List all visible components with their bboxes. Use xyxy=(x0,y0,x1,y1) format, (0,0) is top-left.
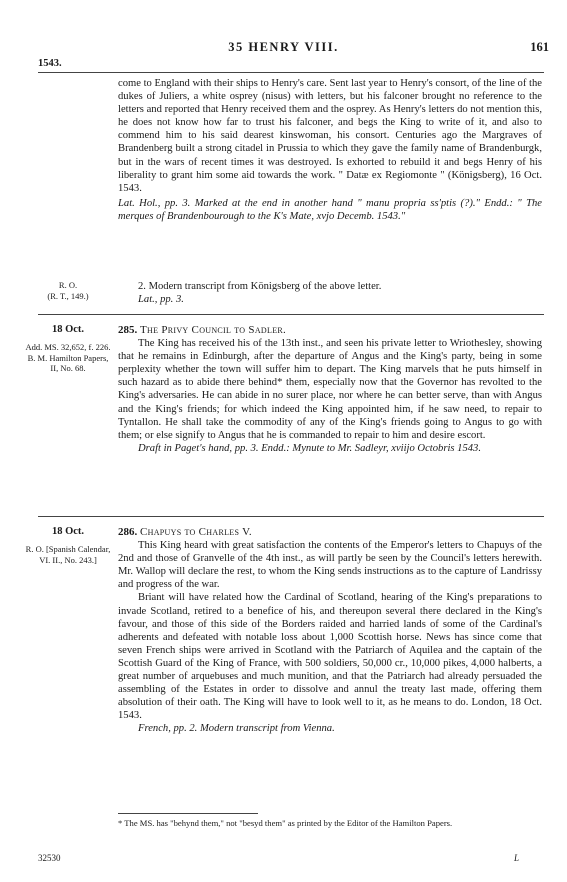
footnote-rule xyxy=(118,813,258,814)
doc286-note: French, pp. 2. Modern transcript from Vienna. xyxy=(138,723,335,735)
continued-letter-note: Lat. Hol., pp. 3. Marked at the end in another hand " manu propria ss'ptis (?)." Endd.: " The merques of Brandenbourough to the K's Mate, xvjo Decemb. 1543." xyxy=(118,197,542,222)
header-rule xyxy=(38,72,544,73)
doc285-text: The King has received his of the 13th inst., and seen his private letter to Wriothesley, showing that he remains in Edinburgh, after the departure of Angus and the King's party, being in some perplexity whether the town will suffer him to depart. The King marvels that he puts himself in such hazard as to abide there behind* them, especially now that the Governor has revolted to the King's adversaries. He can abide in no surer place, nor where he can better serve, than with Angus and the King's friends; for which indeed the King appointed him, if he saw need, to repair to Tyntallon. He shall take the commodity of any of the King's friends going to Angus to go with them; or else signify to Angus that he is commanded to repair to him and desire escort. xyxy=(118,338,542,441)
margin-286 xyxy=(24,526,112,565)
margin-year: 1543. xyxy=(38,58,62,69)
section-rule xyxy=(38,314,544,315)
transcript-item-text: 2. Modern transcript from Königsberg of the above letter. xyxy=(138,281,382,292)
margin-ref-ro: R. O. (R. T., 149.) xyxy=(47,280,89,301)
signature-mark: L xyxy=(513,853,519,863)
doc285-date: 18 Oct. xyxy=(51,324,85,335)
doc286-number: 286. xyxy=(118,526,138,538)
doc286-text-2: Briant will have related how the Cardinal of Scotland, hearing of the King's preparations to invade Scotland, retired to a benefice of his, and thereupon several there declared in the King's favour, and those of this side of the Borders raided and harried lands of some of the Cardinal's adherents and defeated with notable loss about 1,000 Scottish horse. News has since come that seven French ships were arrived in Scotland with the Patriarch of Aquilea and the captain of the Scottish Guard of the King of France, with 500 soldiers, 50,000 cr., 10,000 pikes, 4,000 halberts, a great number of arquebuses and much munition, and that the Patriarch had already persuaded the assembling of the Estates in order to dissolve and annul the treaty last made, offering them absolution of their oath. The King will have to look well to it, as he means to do. London, 18 Oct. 1543. xyxy=(118,592,542,722)
doc285-note: Draft in Paget's hand, pp. 3. Endd.: Mynute to Mr. Sadleyr, xviijo Octobris 1543. xyxy=(138,442,481,454)
doc285-title: The Privy Council to Sadler. xyxy=(140,324,287,336)
doc286-date: 18 Oct. xyxy=(51,526,85,537)
margin-285 xyxy=(24,324,112,374)
doc285-refs: Add. MS. 32,652, f. 226. B. M. Hamilton Papers, II, No. 68. xyxy=(25,342,111,373)
transcript-item-note: Lat., pp. 3. xyxy=(138,294,184,306)
continued-letter xyxy=(118,77,542,223)
footnote: * The MS. has "behynd them," not "besyd them" as printed by the Editor of the Hamilton Papers. xyxy=(118,818,453,828)
doc286-title: Chapuys to Charles V. xyxy=(140,526,252,538)
transcript-item xyxy=(118,280,542,306)
continued-letter-text: come to England with their ships to Henry's care. Sent last year to Henry's consort, of the line of the dukes of Juliers, a white osprey (nisus) with letters, but his falconer brought no reference to the letters and reported that Henry received them and the osprey. As Henry's letters do not mention this, he does not know how far to trust his falconer, and begs the King to write of it, and also to commend him to his said dearest kinswoman, his consort. Centuries ago the Margraves of Brandenberg built a strong citadel in Prussia to which they gave the family name of Brandenburgk, but in the wars of recent times it was destroyed. Is exhorted to rebuild it and begs Henry of his liberality to grant him some aid towards the work. " Datæ ex Regiomonte " (Königsberg), 16 Oct. 1543. xyxy=(118,78,542,194)
doc285 xyxy=(118,324,542,455)
doc286-refs: R. O. [Spanish Calendar, VI. II., No. 243.] xyxy=(25,544,111,565)
section-rule-2 xyxy=(38,516,544,517)
printer-code: 32530 xyxy=(38,853,61,863)
page-number: 161 xyxy=(530,40,549,54)
doc285-heading xyxy=(118,324,542,337)
doc285-number: 285. xyxy=(118,324,138,336)
doc286-text-1: This King heard with great satisfaction the contents of the Emperor's letters to Chapuys of the 2nd and those of Granvelle of the 4th inst., as will partly be seen by the Council's letters herewith. Mr. Wallop will declare the rest, to whom the King sends instructions as to the capture of Landrissy and progress of the war. xyxy=(118,540,542,591)
running-header-title: 35 HENRY VIII. xyxy=(228,40,339,54)
doc286-heading xyxy=(118,526,542,539)
doc286 xyxy=(118,526,542,736)
